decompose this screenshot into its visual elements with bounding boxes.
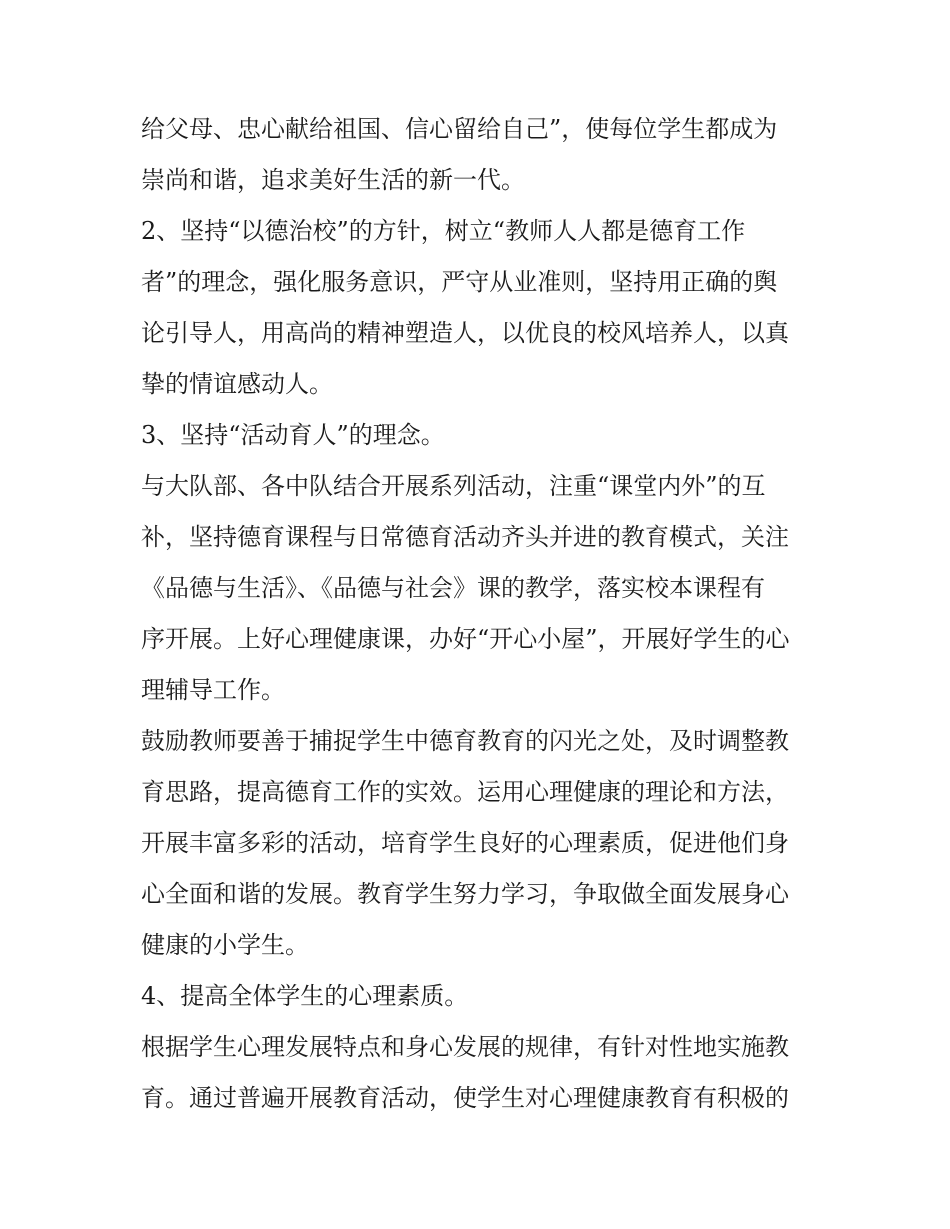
text-line: 4、提高全体学生的心理素质。 bbox=[141, 982, 469, 1010]
text-line: 给父母、忠心献给祖国、信心留给自己”，使每位学生都成为 bbox=[141, 115, 778, 143]
text-line: 补，坚持德育课程与日常德育活动齐头并进的教育模式，关注 bbox=[141, 523, 789, 551]
text-line: 根据学生心理发展特点和身心发展的规律，有针对性地实施教 bbox=[141, 1033, 789, 1061]
text-line: 序开展。上好心理健康课，办好“开心小屋”，开展好学生的心 bbox=[141, 625, 790, 653]
text-line: 者”的理念，强化服务意识，严守从业准则，坚持用正确的舆 bbox=[141, 268, 778, 296]
text-line: 2、坚持“以德治校”的方针，树立“教师人人都是德育工作 bbox=[141, 217, 746, 245]
text-line: 理辅导工作。 bbox=[141, 676, 285, 704]
text-line: 《品德与生活》、《品德与社会》课的教学，落实校本课程有 bbox=[141, 574, 765, 602]
text-line: 心全面和谐的发展。教育学生努力学习，争取做全面发展身心 bbox=[141, 880, 789, 908]
text-line: 鼓励教师要善于捕捉学生中德育教育的闪光之处，及时调整教 bbox=[141, 727, 789, 755]
text-line: 崇尚和谐，追求美好生活的新一代。 bbox=[141, 166, 525, 194]
text-line: 挚的情谊感动人。 bbox=[141, 370, 333, 398]
text-line: 3、坚持“活动育人”的理念。 bbox=[141, 421, 445, 449]
text-line: 与大队部、各中队结合开展系列活动，注重“课堂内外”的互 bbox=[141, 472, 766, 500]
document-body bbox=[141, 104, 821, 1124]
text-line: 健康的小学生。 bbox=[141, 931, 309, 959]
text-line: 育。通过普遍开展教育活动，使学生对心理健康教育有积极的 bbox=[141, 1084, 789, 1112]
text-line: 育思路，提高德育工作的实效。运用心理健康的理论和方法， bbox=[141, 778, 789, 806]
text-line: 开展丰富多彩的活动，培育学生良好的心理素质，促进他们身 bbox=[141, 829, 789, 857]
text-line: 论引导人，用高尚的精神塑造人，以优良的校风培养人，以真 bbox=[141, 319, 789, 347]
